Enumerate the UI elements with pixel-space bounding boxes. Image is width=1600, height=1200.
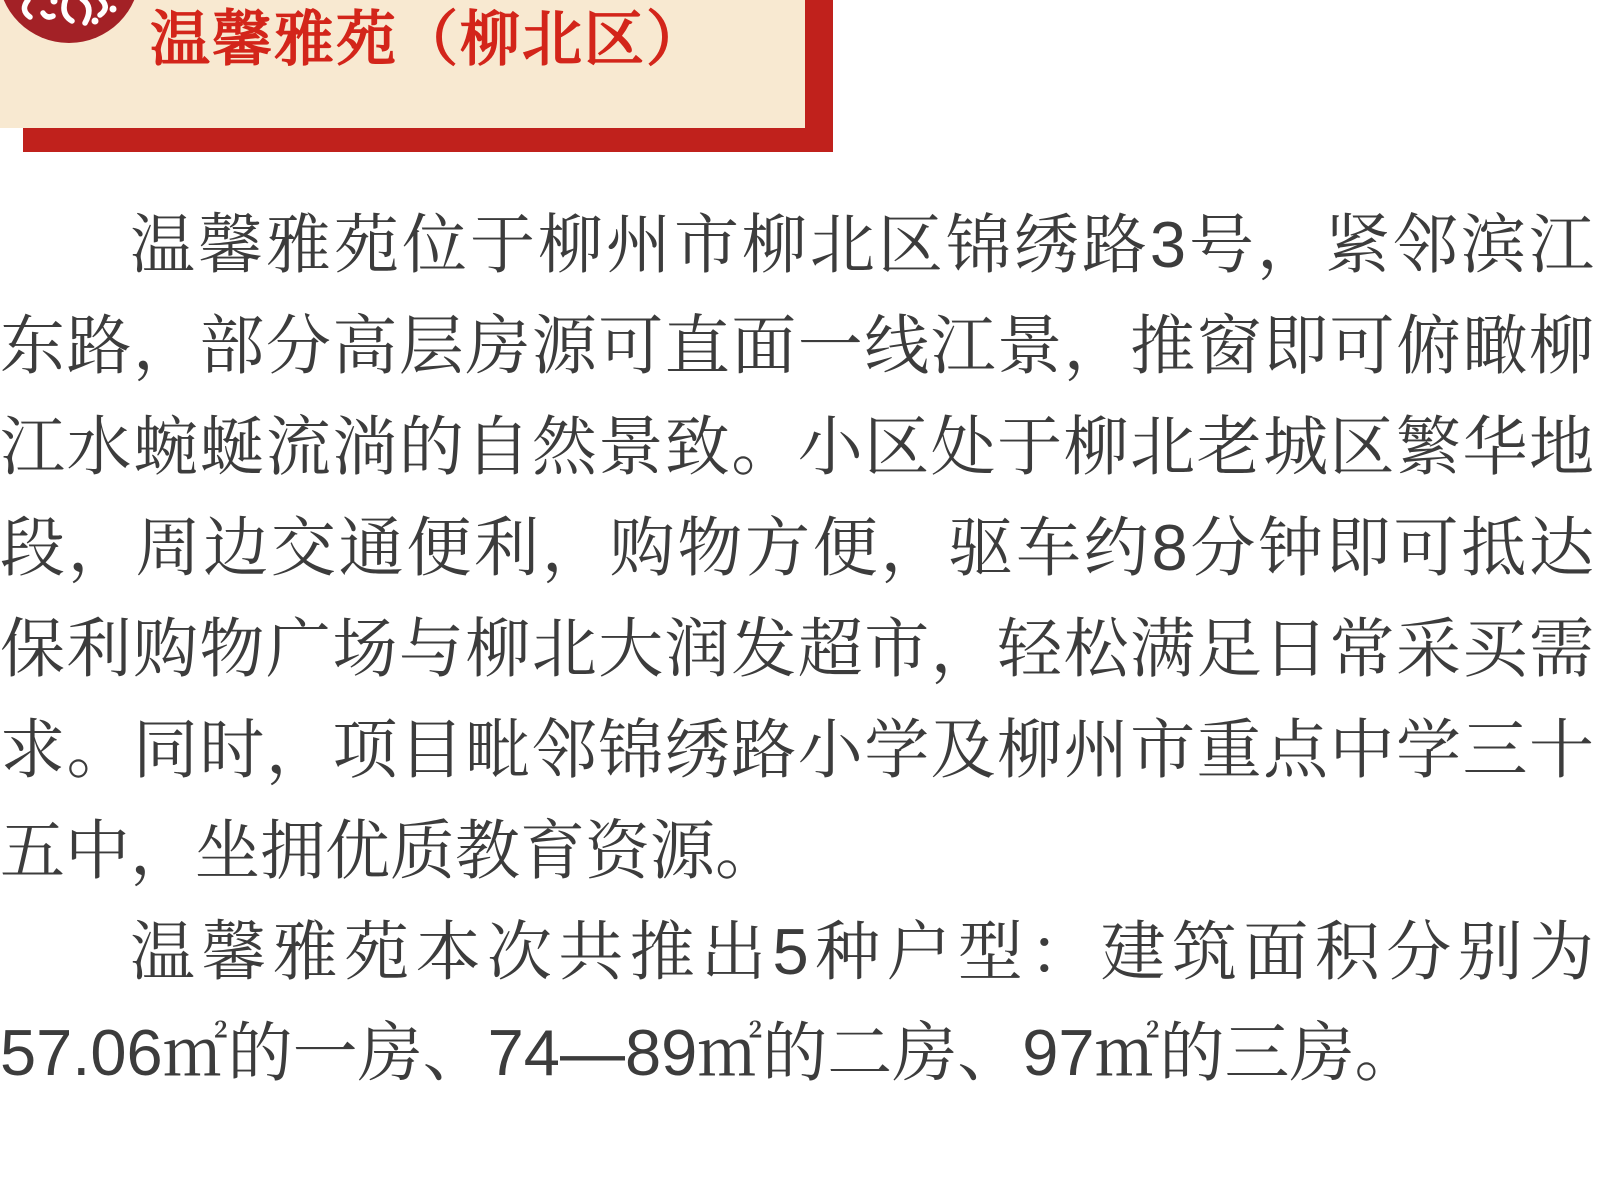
seal-icon (0, 0, 140, 43)
paragraph-overview: 温馨雅苑位于柳州市柳北区锦绣路3号，紧邻滨江东路，部分高层房源可直面一线江景，推窗即可俯瞰柳江水蜿蜒流淌的自然景致。小区处于柳北老城区繁华地段，周边交通便利，购物方便，驱车约8分钟即可抵达保利购物广场与柳北大润发超市，轻松满足日常采买需求。同时，项目毗邻锦绣路小学及柳州市重点中学三十五中，坐拥优质教育资源。 (0, 208, 1594, 887)
article-body (0, 194, 1594, 1103)
paragraph-unit-types: 温馨雅苑本次共推出5种户型：建筑面积分别为57.06㎡的一房、74—89㎡的二房、97㎡的三房。 (0, 915, 1594, 1089)
section-header (0, 0, 900, 170)
section-title: 温馨雅苑（柳北区） (150, 6, 708, 73)
